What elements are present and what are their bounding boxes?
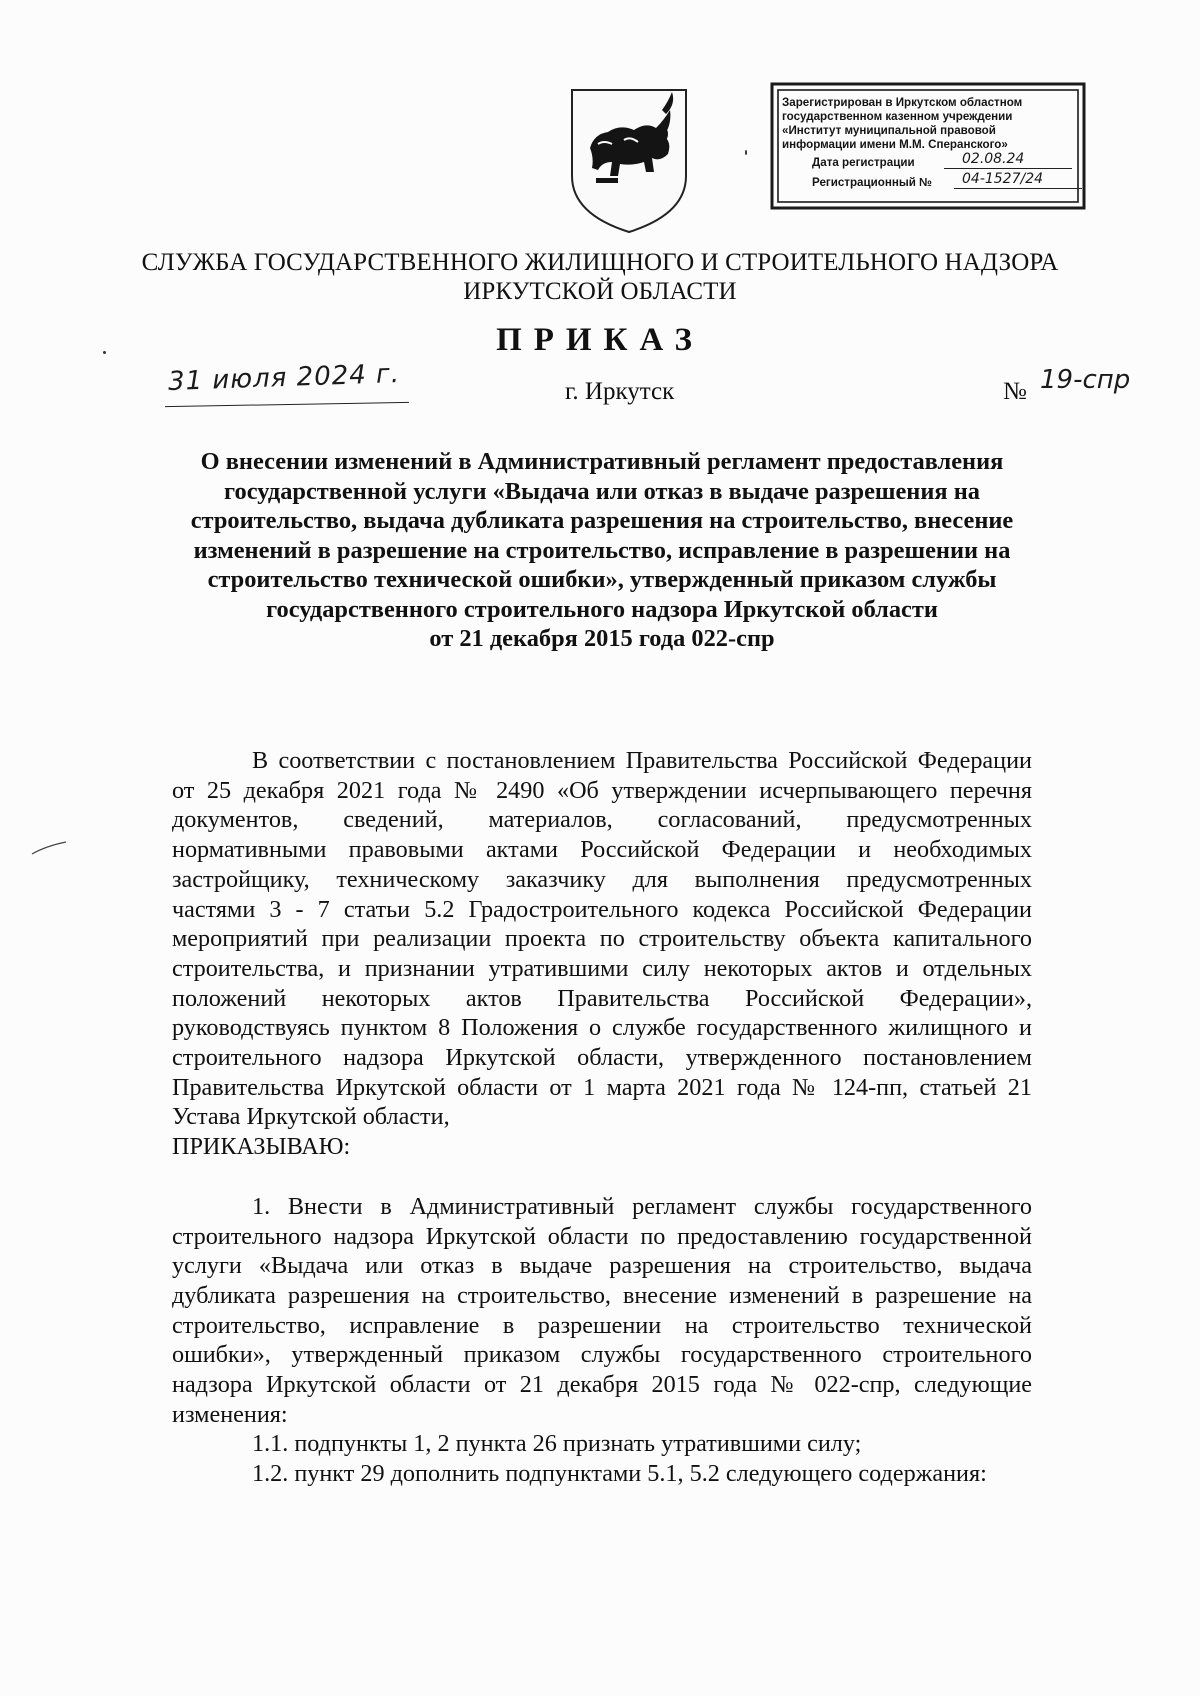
agency-name-line: СЛУЖБА ГОСУДАРСТВЕННОГО ЖИЛИЩНОГО И СТРОИТЕЛЬНОГО НАДЗОРА [141, 249, 1059, 276]
preamble-line: строительства, и признании утратившими силу некоторых актов и отдельных [172, 954, 1032, 982]
item1-line: строительство, исправление в разрешении на строительство технической [172, 1311, 1032, 1339]
preamble-line: Устава Иркутской области, [172, 1103, 450, 1131]
order-date-handwritten: 31 июля 2024 г. [167, 358, 401, 398]
order-number-sign: № [1003, 378, 1027, 405]
heading-line: от 21 декабря 2015 года 022-спр [429, 625, 775, 652]
scan-mark [30, 838, 70, 858]
order-heading [172, 447, 1032, 654]
preamble-line: частями 3 - 7 статьи 5.2 Градостроительного кодекса Российской Федерации [172, 895, 1032, 923]
scan-speck [745, 150, 747, 155]
registration-stamp [768, 80, 1088, 212]
coat-of-arms-emblem [568, 84, 690, 236]
preamble-line: Правительства Иркутской области от 1 марта 2021 года № 124-пп, статьей 21 [172, 1073, 1032, 1101]
subitem-line: 1.2. пункт 29 дополнить подпунктами 5.1, 5.2 следующего содержания: [252, 1460, 987, 1488]
heading-line: строительство, выдача дубликата разрешения на строительство, внесение [190, 507, 1014, 534]
item1-line: дубликата разрешения на строительство, внесение изменений в разрешение на [172, 1281, 1032, 1309]
item1-line: 1. Внести в Административный регламент службы государственного [252, 1192, 1032, 1220]
stamp-line: «Институт муниципальной правовой [782, 124, 996, 137]
item1-line: надзора Иркутской области от 21 декабря 2015 года № 022-спр, следующие [172, 1371, 1032, 1399]
item1-line: строительного надзора Иркутской области по предоставлению государственной [172, 1222, 1032, 1250]
preamble-line: В соответствии с постановлением Правительства Российской Федерации [252, 747, 1032, 774]
subitem-line: 1.1. подпункты 1, 2 пункта 26 признать утратившими силу; [252, 1430, 862, 1458]
item1-line: изменения: [172, 1400, 288, 1428]
preamble-line: от 25 декабря 2021 года № 2490 «Об утверждении исчерпывающего перечня [172, 776, 1032, 804]
stamp-number-value: 04-1527/24 [962, 171, 1044, 187]
agency-name-line: ИРКУТСКОЙ ОБЛАСТИ [463, 278, 737, 305]
preamble-line: руководствуясь пунктом 8 Положения о службе государственного жилищного и [172, 1014, 1032, 1042]
item1-line: ошибки», утвержденный приказом службы государственного строительного [172, 1341, 1032, 1369]
order-word: ПРИКАЗЫВАЮ: [172, 1133, 351, 1161]
order-date-underline [165, 402, 409, 407]
stamp-number-label: Регистрационный № [812, 176, 933, 189]
preamble-line: строительного надзора Иркутской области, утвержденного постановлением [172, 1044, 1032, 1072]
document-type-title: ПРИКАЗ [496, 322, 704, 358]
order-number-handwritten: 19-спр [1040, 365, 1131, 395]
stamp-number-row [812, 172, 1082, 192]
scan-speck [103, 351, 106, 354]
heading-line: изменений в разрешение на строительство, исправление в разрешении на [193, 536, 1011, 564]
preamble-line: мероприятий при реализации проекта по строительству объекта капитального [172, 925, 1032, 953]
preamble-line: застройщику, техническому заказчику для выполнения предусмотренных [172, 865, 1032, 893]
stamp-line: государственном казенном учреждении [782, 110, 1013, 123]
stamp-date-value: 02.08.24 [962, 151, 1025, 167]
stamp-line: Зарегистрирован в Иркутском областном [782, 96, 1023, 109]
preamble-line: документов, сведений, материалов, согласований, предусмотренных [172, 806, 1032, 834]
order-city: г. Иркутск [565, 378, 675, 405]
item1-line: услуги «Выдача или отказ в выдаче разрешения на строительство, выдача [172, 1252, 1032, 1280]
heading-line: государственного строительного надзора Иркутской области [266, 595, 938, 623]
stamp-line: информации имени М.М. Сперанского» [782, 138, 1008, 151]
heading-line: О внесении изменений в Административный регламент предоставления [200, 448, 1004, 475]
order-body [172, 746, 1032, 1489]
stamp-date-label: Дата регистрации [812, 156, 915, 169]
agency-name [0, 248, 1200, 306]
heading-line: строительство технической ошибки», утвержденный приказом службы [207, 566, 997, 593]
heading-line: государственной услуги «Выдача или отказ в выдаче разрешения на [224, 477, 980, 505]
preamble-line: нормативными правовыми актами Российской Федерации и необходимых [172, 836, 1032, 864]
preamble-line: положений некоторых актов Правительства Российской Федерации», [172, 984, 1032, 1012]
